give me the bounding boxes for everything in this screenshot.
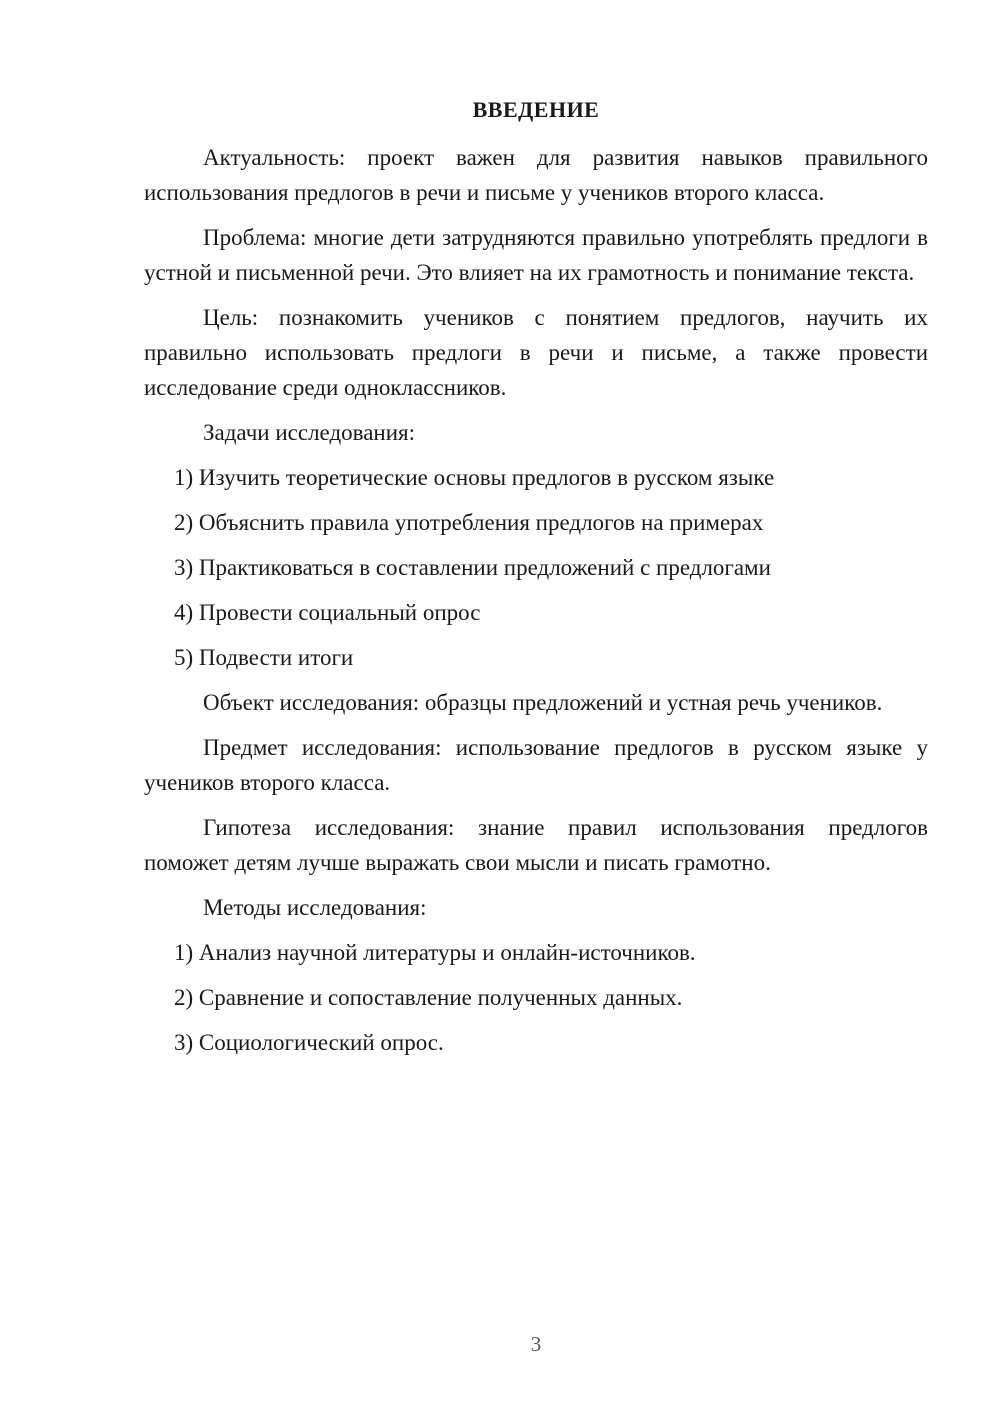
subject-paragraph: Предмет исследования: использование предлогов в русском языке у учеников второго класса. [144, 735, 928, 795]
relevance-paragraph: Актуальность: проект важен для развития навыков правильного использования предлогов в речи и письме у учеников второго класса. [144, 145, 928, 205]
page-content [144, 94, 928, 1070]
method-item: 2) Сравнение и сопоставление полученных данных. [174, 985, 683, 1010]
goal-paragraph: Цель: познакомить учеников с понятием предлогов, научить их правильно использовать предлоги в речи и письме, а также провести исследование среди одноклассников. [144, 305, 928, 400]
page-number: 3 [530, 1332, 542, 1356]
method-item: 1) Анализ научной литературы и онлайн-источников. [174, 940, 696, 965]
task-item: 2) Объяснить правила употребления предлогов на примерах [174, 510, 764, 535]
method-item: 3) Социологический опрос. [174, 1030, 444, 1055]
problem-paragraph: Проблема: многие дети затрудняются правильно употреблять предлоги в устной и письменной речи. Это влияет на их грамотность и понимание текста. [144, 225, 928, 285]
tasks-heading: Задачи исследования: [203, 420, 416, 445]
task-item: 4) Провести социальный опрос [174, 600, 481, 625]
tasks-list [144, 460, 928, 675]
section-title: ВВЕДЕНИЕ [472, 97, 600, 122]
methods-heading: Методы исследования: [203, 895, 427, 920]
methods-list [144, 935, 928, 1060]
task-item: 5) Подвести итоги [174, 645, 354, 670]
object-paragraph: Объект исследования: образцы предложений и устная речь учеников. [203, 690, 883, 715]
task-item: 3) Практиковаться в составлении предложений с предлогами [174, 555, 771, 580]
task-item: 1) Изучить теоретические основы предлогов в русском языке [174, 465, 775, 490]
hypothesis-paragraph: Гипотеза исследования: знание правил использования предлогов поможет детям лучше выражать свои мысли и писать грамотно. [144, 815, 928, 875]
